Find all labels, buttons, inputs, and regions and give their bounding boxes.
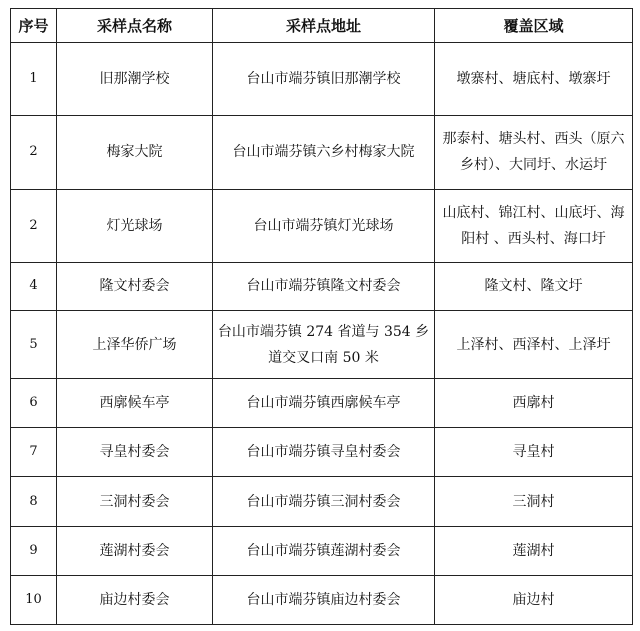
row-site-name: 上泽华侨广场 <box>57 310 213 378</box>
row-site-address: 台山市端芬镇隆文村委会 <box>213 262 435 310</box>
row-index: 4 <box>11 262 57 310</box>
row-site-address: 台山市端芬镇西廓候车亭 <box>213 379 435 428</box>
row-coverage: 那泰村、塘头村、西头（原六乡村）、大同圩、水运圩 <box>435 116 633 189</box>
header-site-name: 采样点名称 <box>57 9 213 43</box>
row-coverage: 寻皇村 <box>435 428 633 477</box>
row-site-address: 台山市端芬镇六乡村梅家大院 <box>213 116 435 189</box>
row-index: 5 <box>11 310 57 378</box>
table-header-row <box>11 9 633 43</box>
table-row <box>11 477 633 526</box>
row-site-name: 灯光球场 <box>57 189 213 262</box>
table-row <box>11 428 633 477</box>
header-site-address: 采样点地址 <box>213 9 435 43</box>
row-site-name: 西廓候车亭 <box>57 379 213 428</box>
table-row <box>11 575 633 624</box>
table-row <box>11 379 633 428</box>
row-index: 6 <box>11 379 57 428</box>
row-index: 2 <box>11 116 57 189</box>
row-site-name: 旧那潮学校 <box>57 43 213 116</box>
row-coverage: 三洞村 <box>435 477 633 526</box>
row-coverage: 上泽村、西泽村、上泽圩 <box>435 310 633 378</box>
table-row <box>11 262 633 310</box>
row-site-name: 寻皇村委会 <box>57 428 213 477</box>
row-site-name: 隆文村委会 <box>57 262 213 310</box>
row-site-name: 莲湖村委会 <box>57 526 213 575</box>
row-site-name: 梅家大院 <box>57 116 213 189</box>
row-site-name: 庙边村委会 <box>57 575 213 624</box>
header-coverage: 覆盖区域 <box>435 9 633 43</box>
row-coverage: 莲湖村 <box>435 526 633 575</box>
row-coverage: 西廓村 <box>435 379 633 428</box>
row-index: 8 <box>11 477 57 526</box>
row-index: 7 <box>11 428 57 477</box>
sampling-sites-table <box>10 8 633 625</box>
row-coverage: 山底村、锦江村、山底圩、海阳村 、西头村、海口圩 <box>435 189 633 262</box>
row-index: 10 <box>11 575 57 624</box>
table-row <box>11 189 633 262</box>
row-index: 1 <box>11 43 57 116</box>
table-row <box>11 526 633 575</box>
row-coverage: 庙边村 <box>435 575 633 624</box>
row-site-address: 台山市端芬镇 274 省道与 354 乡道交叉口南 50 米 <box>213 310 435 378</box>
row-site-address: 台山市端芬镇灯光球场 <box>213 189 435 262</box>
row-coverage: 墩寨村、塘底村、墩寨圩 <box>435 43 633 116</box>
row-site-address: 台山市端芬镇三洞村委会 <box>213 477 435 526</box>
row-index: 9 <box>11 526 57 575</box>
row-site-address: 台山市端芬镇莲湖村委会 <box>213 526 435 575</box>
row-index: 2 <box>11 189 57 262</box>
header-index: 序号 <box>11 9 57 43</box>
table-row <box>11 116 633 189</box>
table-row <box>11 43 633 116</box>
row-coverage: 隆文村、隆文圩 <box>435 262 633 310</box>
row-site-address: 台山市端芬镇旧那潮学校 <box>213 43 435 116</box>
row-site-address: 台山市端芬镇庙边村委会 <box>213 575 435 624</box>
row-site-address: 台山市端芬镇寻皇村委会 <box>213 428 435 477</box>
table-row <box>11 310 633 378</box>
row-site-name: 三洞村委会 <box>57 477 213 526</box>
